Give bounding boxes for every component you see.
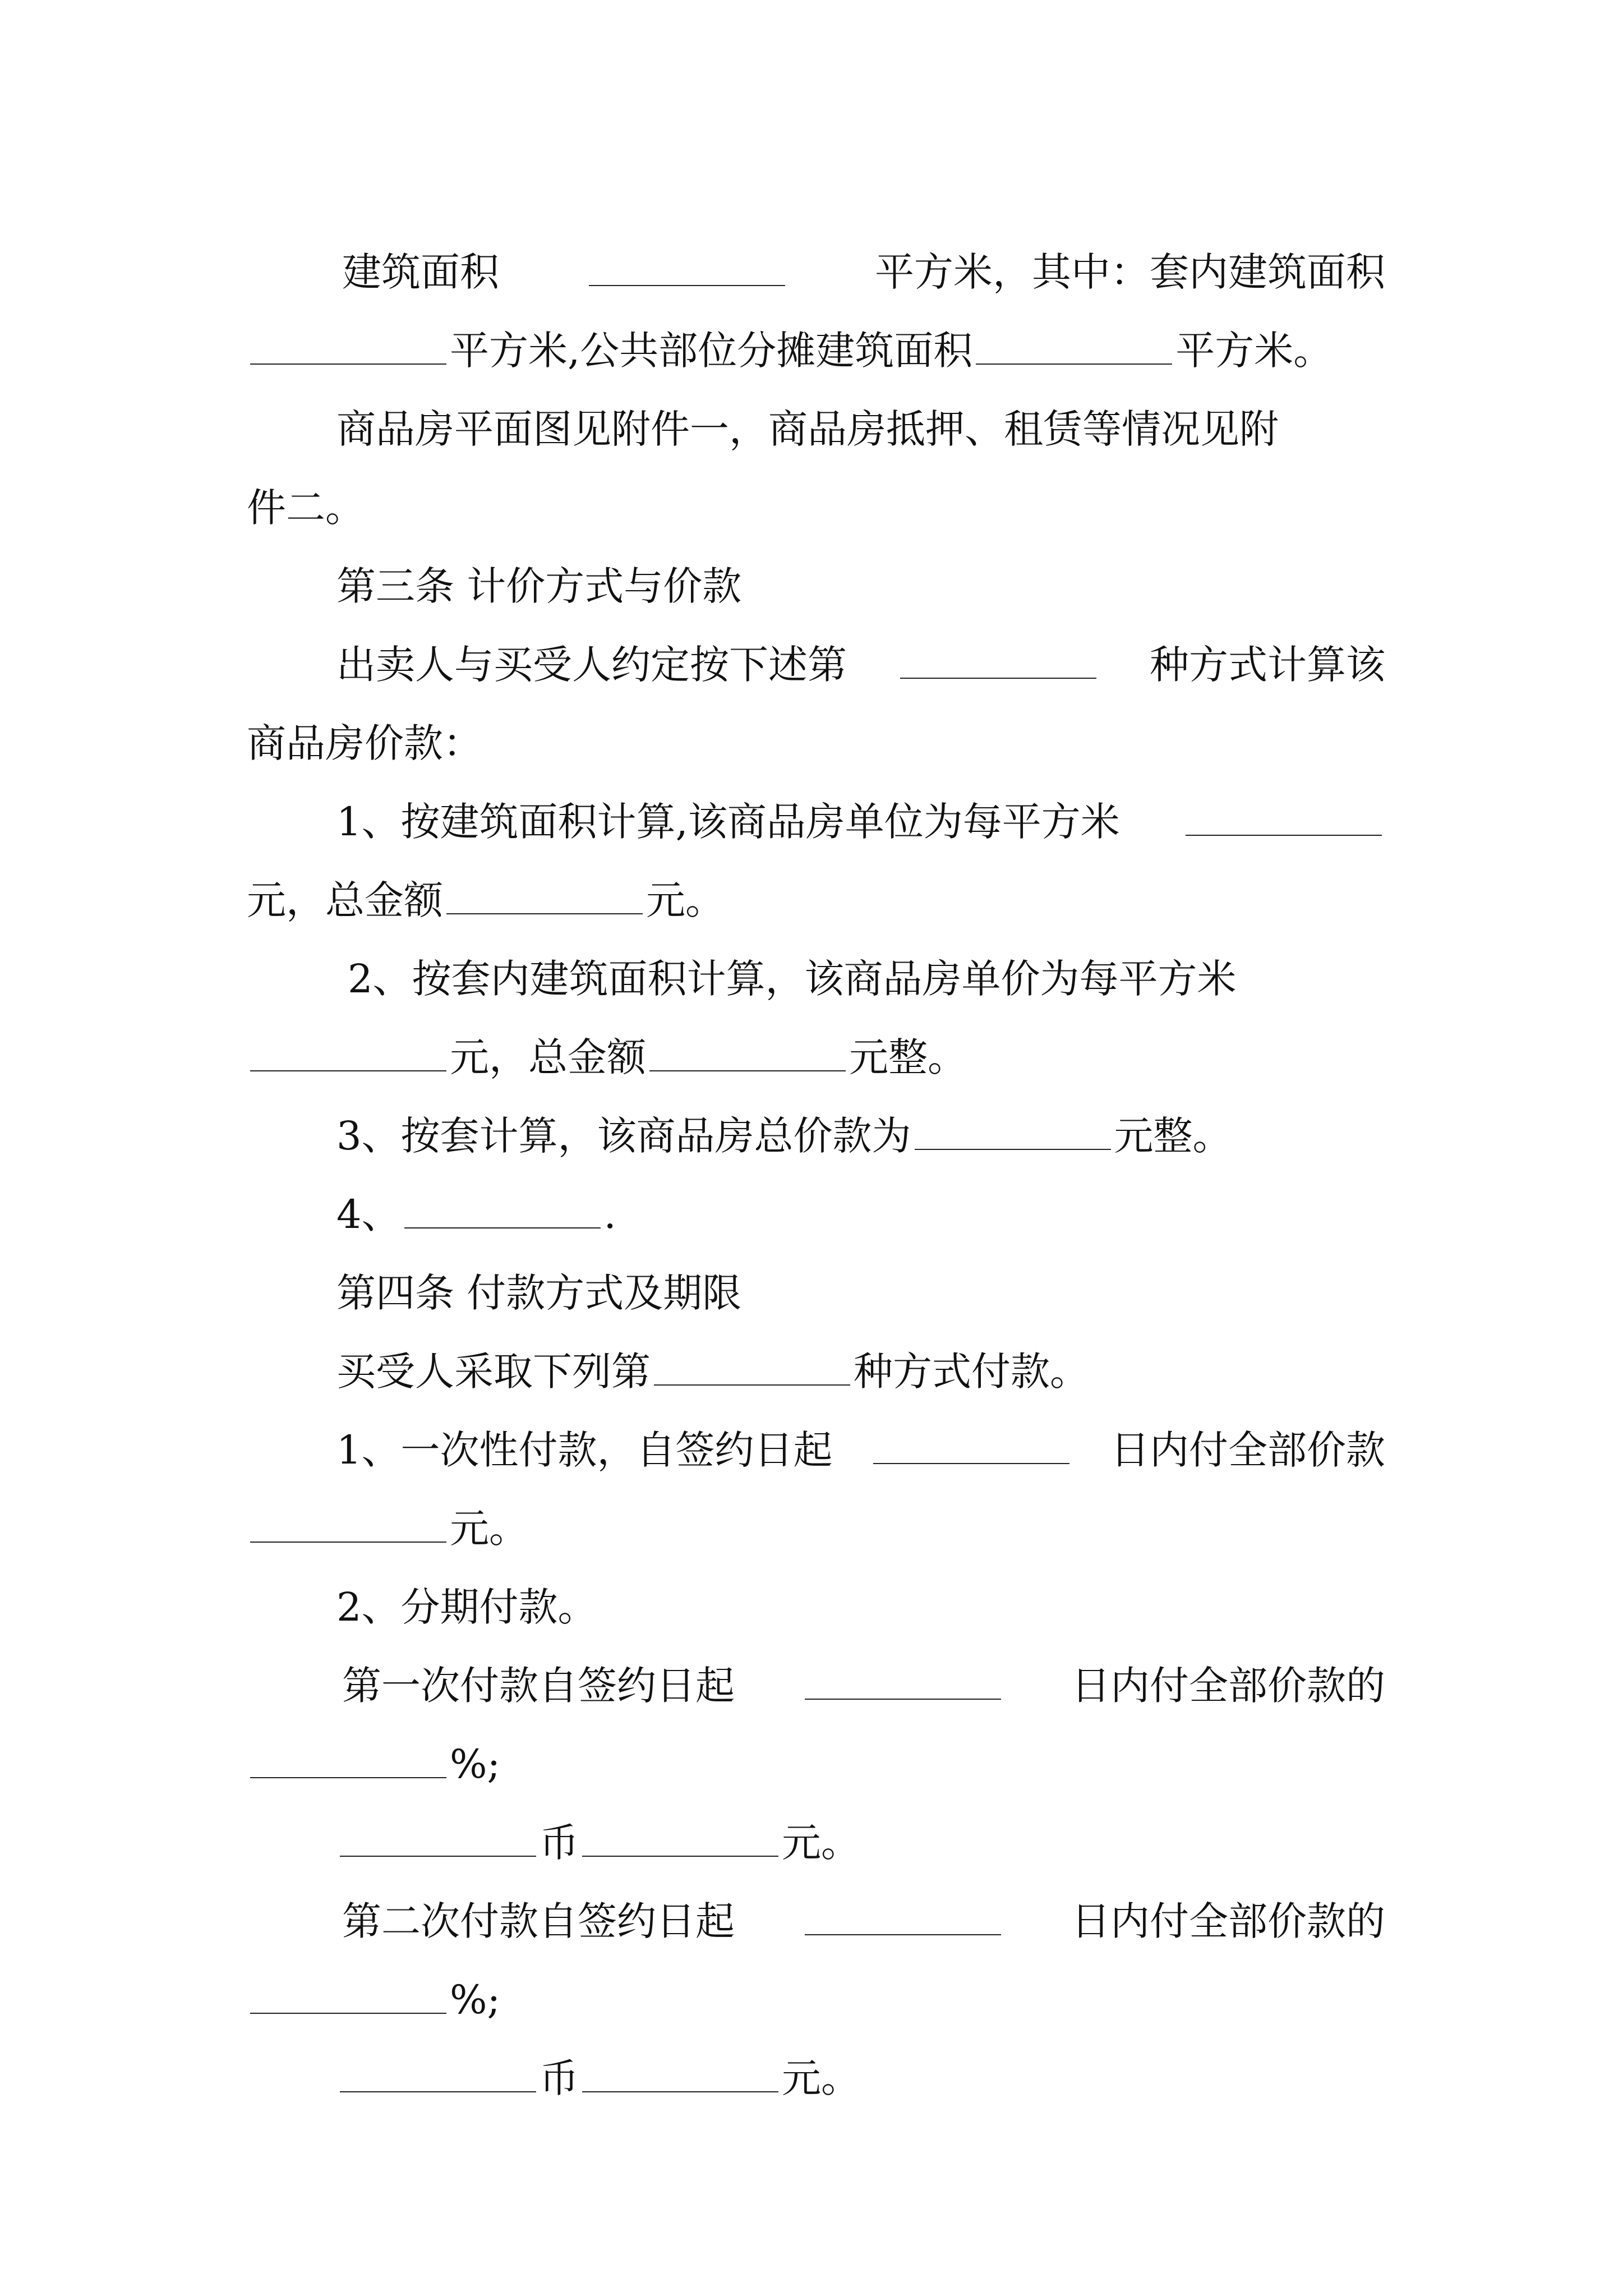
text-line [247, 527, 1385, 609]
text-line [247, 763, 1385, 845]
fill-in-blank [340, 2091, 536, 2092]
text-segment: 买受人采取下列第 [336, 1349, 651, 1395]
text-line [247, 292, 1385, 374]
text-line [247, 1234, 1385, 1316]
fill-in-blank [805, 1934, 1001, 1935]
text-line [247, 1470, 1385, 1552]
fill-in-blank [873, 1463, 1069, 1464]
text-line [247, 2019, 1385, 2101]
text-line [247, 1313, 1385, 1395]
fill-in-blank [446, 913, 643, 914]
text-segment: 元。 [646, 877, 725, 923]
fill-in-blank [589, 285, 785, 286]
text-line [247, 1077, 1385, 1159]
text-segment: 币 [540, 1820, 579, 1866]
fill-in-blank [582, 2091, 778, 2092]
text-segment: 元。 [782, 1820, 860, 1866]
text-line [247, 370, 1385, 452]
fill-in-blank [250, 1777, 446, 1778]
text-segment: 日内付全部价款 [1110, 1427, 1385, 1473]
text-segment: 平方米,公共部位分摊建筑面积 [450, 328, 973, 374]
text-segment: 日内付全部价款的 [1071, 1663, 1385, 1709]
text-segment: 1、按建筑面积计算,该商品房单位为每平方米 [336, 799, 1120, 845]
text-segment: %; [450, 1977, 501, 2023]
fill-in-blank [649, 1070, 846, 1071]
text-segment: 日内付全部价款的 [1071, 1898, 1385, 1944]
text-segment: 币 [540, 2055, 579, 2101]
fill-in-blank [404, 1227, 601, 1228]
text-segment: 元整。 [1114, 1113, 1232, 1159]
text-segment: 元。 [782, 2055, 860, 2101]
text-line [247, 684, 1385, 766]
text-segment: 元整。 [849, 1034, 967, 1080]
text-segment: . [603, 1191, 616, 1237]
fill-in-blank [654, 1384, 850, 1386]
text-segment: 2、按套内建筑面积计算，该商品房单价为每平方米 [348, 956, 1237, 1002]
text-segment: 第三条 计价方式与价款 [336, 563, 742, 609]
fill-in-blank [805, 1699, 1001, 1700]
text-line [247, 841, 1385, 923]
text-line [247, 1391, 1385, 1473]
text-segment: 种方式计算该 [1150, 642, 1385, 688]
text-line [247, 999, 1385, 1080]
text-segment: 平方米，其中：套内建筑面积 [875, 249, 1385, 295]
text-segment: 种方式付款。 [854, 1349, 1089, 1395]
fill-in-blank [582, 1856, 778, 1857]
text-segment: 商品房平面图见附件一，商品房抵押、租赁等情况见附 [336, 406, 1279, 452]
text-segment: 件二。 [247, 485, 365, 531]
fill-in-blank [250, 2013, 446, 2014]
text-line [247, 1941, 1385, 2023]
fill-in-blank [340, 1856, 536, 1857]
text-line [247, 920, 1385, 1002]
fill-in-blank [976, 364, 1172, 365]
fill-in-blank [900, 678, 1096, 679]
fill-in-blank [915, 1149, 1111, 1150]
text-segment: 元，总金额 [247, 877, 443, 923]
text-line [247, 213, 1385, 295]
text-segment: 元，总金额 [450, 1034, 646, 1080]
text-segment: 3、按套计算，该商品房总价款为 [336, 1113, 911, 1159]
text-segment: 出卖人与买受人约定按下述第 [336, 642, 847, 688]
text-segment: 建筑面积 [342, 249, 499, 295]
text-segment: 商品房价款： [247, 720, 482, 766]
text-segment: 2、分期付款。 [336, 1584, 597, 1630]
text-line [247, 1784, 1385, 1866]
fill-in-blank [250, 1070, 446, 1071]
text-line [247, 449, 1385, 531]
text-segment: 第二次付款自签约日起 [342, 1898, 735, 1944]
text-line [247, 1156, 1385, 1237]
text-segment: 元。 [450, 1506, 528, 1552]
fill-in-blank [1186, 835, 1382, 836]
fill-in-blank [250, 364, 446, 365]
text-segment: 1、一次性付款，自签约日起 [336, 1427, 833, 1473]
text-line [247, 1548, 1385, 1630]
text-segment: %; [450, 1741, 501, 1787]
text-segment: 平方米。 [1175, 328, 1333, 374]
text-segment: 第一次付款自签约日起 [342, 1663, 735, 1709]
text-line [247, 606, 1385, 688]
fill-in-blank [250, 1542, 446, 1543]
text-line [247, 1705, 1385, 1787]
text-segment: 4、 [336, 1191, 401, 1237]
text-segment: 第四条 付款方式及期限 [336, 1270, 742, 1316]
text-line [247, 1862, 1385, 1944]
text-line [247, 1627, 1385, 1709]
document-page [247, 213, 1385, 2101]
